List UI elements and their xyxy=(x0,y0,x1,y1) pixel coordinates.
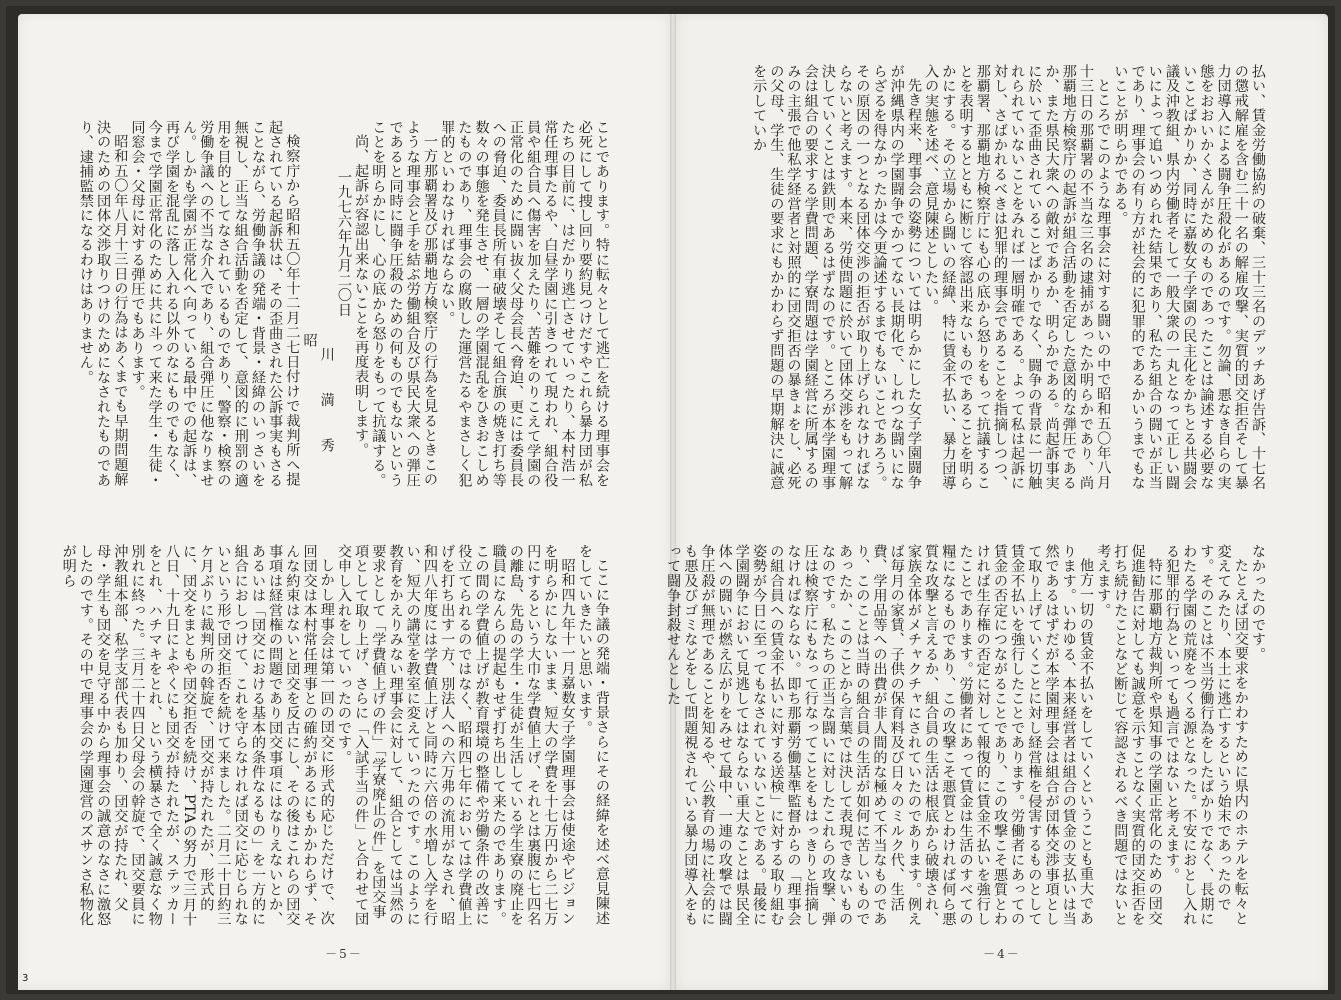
left-page xyxy=(18,14,670,990)
paragraph: ことであります。特に転々として逃亡を続ける理事会を必死にして捜し回り要約見つけだすやこれら暴力団が私たちの目前に、はだかり逃亡させていったり、本村浩一常任理事たるや、白昼学園に引きつれて現われ、組合役員や組合員へ傷害を加えたり、苦難をのりこえて学園の正常化のために闘い抜く父母会長へ脅迫、更には委員長への脅迫、委員長所有車破壊そして組合旗の焼き打ち等数々の事態を発生させ、一層の学園混乱をひきおこしめたものであり、理事会の腐敗した運営たるやまさしく犯罪的といわなければならない。 xyxy=(439,120,610,488)
paragraph: 先き程来、理事会の姿勢については明らかにした女子学園闘争が沖縄県内の学園闘争でかつてない長期化で、しれつな闘いにならざるを得なかったかは今更論述するまでもないことであろう。その原因の一つとなる団体交渉の拒否が取り上げられなければならないと考えます。本来、労使問題に於いて団体交渉をもって解決していくことは鉄則であるはずなのです。ところが本学園理事会は組合の要求する学費問題、学寮問題は学園経営に所属するのみの主張で他私学経営者と対照的に団交拒否の暴きょをし、必死の父母、学生、生徒の要求にもかかわらず問題の早期解決に誠意を示していか xyxy=(751,64,922,491)
paragraph: ところでこのような理事会に対する闘いの中で昭和五〇年八月十三日の那覇署の不当な三名の逮捕があったか明らかであり、尚那覇地方検察庁の起訴が組合活動を否定した意図的な弾圧であるか、また県民大衆への敵対であるか、明らかである。尚起訴事実に於いて歪曲されていることばかりでなく、闘争の背景に一切触れられていないことをみれば一層明確である。よって私は起訴に対し、さばかれるべきは犯罪的理事会であることを指摘しつつ、那覇署、那覇地方検察庁にも心の底から怒りをもって抗議することを表明するとともに断じて容認出来ないものであることを明らかにする。その立場から闘いの経緯、特に賃金不払い、暴力団導入の実態を述べ、意見陳述としたい。 xyxy=(923,64,1112,491)
paragraph: 尚、起訴が容認出来ないことを再度表明します。 xyxy=(353,134,370,458)
paragraph: 昭和五〇年八月十三日の行為はあくまでも早期問題解決のための団体交渉取りつけのためになされたものであり、逮捕監禁になるわけはありません。 xyxy=(77,120,129,488)
paragraph: 一方那覇署及び那覇地方検察庁の行為を見るときこのような理事会と手を結ぶ労働組合及び県民大衆への弾圧であると同時に闘争圧殺のための何ものでもないということを明らかにし、心の底から怒りをもって抗議する。 xyxy=(370,120,438,488)
left-page-lower-text xyxy=(60,544,610,929)
paragraph: 検察庁から昭和五〇年十二月二七日付けで裁判所へ提起されている起訴状は、その歪曲された公訴事実もさることながら、労働争議の発端・背景・経緯のいっさいを無視し、正当な組合活動を否定して、意図的に刑罰の適用を目的としてなされているものであり、警察・検察の労働争議への不当な介入であり、組合弾圧に他なりません。しかも学園が正常化へ向っている最中での起訴は、再び学園を混乱に落し入れる以外のなにものでもなく、今まで学園正常化のために共に斗って来た学生・生徒・同窓会・父母に対する弾圧でもあります。 xyxy=(129,120,301,488)
page-number: －5－ xyxy=(325,947,363,961)
booklet-spread xyxy=(6,6,1335,994)
page-number: －4－ xyxy=(983,947,1021,961)
paragraph: たとえば団交要求をかわすために県内のホテルを転々と変えてみたり、本土に逃亡するという始末であったのです。そのことは不当労働行為をしたばかりでなく、長期にわたる学園の荒廃をつくる源となった。不安におとし入れる犯罪的行為といっても過言ではないと考えます。 xyxy=(1163,544,1249,927)
author-name: 川満秀昭 xyxy=(301,333,335,484)
paragraph: 払い、賃金労働協約の破棄、三十三名のデッチあげ告訴、十七名の懲戒解雇を含む二十一名の解雇攻撃、実質的団交拒否そして暴力団導入による闘争圧殺化があるのです。勿論、悪なき自らの実態をおおいかくさんがためのものであったことは論述する必要ないことばかりか、同時に嘉数女子学園の民主化をかちとる共闘会議及沖教組、県内労働者そして一般大衆の一丸となって正しい闘いによって追いつめられた結果であり、私たち組合の闘いが正当であり、理事会の有り方が社会的に犯罪的であるかいうまでもないことが明らかである。 xyxy=(1112,64,1266,491)
paragraph: しかし理事会は第一回の団交に形式的応じただけで、次回団交は本村常任理事との確約があるにもかかわらず、そんな約束はないと団交を反古にし、その後はこれらの団交事項は経営権の問題であり団交事項にはなりえないとか、あるいは「団交における基本的条件なるもの」を一方的に組合におしつけて、これを守らなければ団交に応じられないという形で団交拒否を続けて来ました。二月二十日約三ケ月ぶりに裁判所の斡旋で、団交が持たれたが、形式的に、団交をまともや団交拒否を続け、PTAの努力で三月十八日、十九日によやくにも団交が持たれたが、ステッカーをとれ、ハチマキをとれ、という横暴さで全く誠意なく物別れに終った。三月二十四日父母会の幹旋で、団交要員に沖教組本部、私学支部代表も加わり、団交が持たれ、父母・学生も団交を見守る中から理事会の誠意のなさに激怒したのです。その中で理事会の学園運営のズサンさ私物化が明ら xyxy=(60,544,335,927)
document-date: 一九七六年九月二〇日 xyxy=(335,169,352,317)
paragraph: ここに争議の発端・背景さらにその経緯を述べ意見陳述をしていきたいと思います。 xyxy=(576,544,610,926)
paragraph: 昭和四九年十一月嘉数女子学園理事会は使途やビジョンを明らかにしないまま、短大の学費を十七万円から二七万円にするという大巾な学費値上げ、それとは裏腹に七四名の離島、先島の学生・生徒が生活している学生寮の廃止を職員になんらの提起もせず打ち出して来たのであります。この間の学費値上げが教育環境の整備や労働条件の改善に役立てられるのではなく、昭和四七年においては学費値上げを打ち出す一方、別法人への六万弗の流用がなされ、昭和四八年度には学費値上げと同時に六倍の水増し入学を行い、短大の講堂を教室に変えていったのです。このように教育をかえりみない理事会に対して、組合としては当然の要求として「学費値上げの件」「学寮廃止の件」を団交事項として取り上げ、さらに「入試手当の件」と合わせて団交申し入れをしていったのです。 xyxy=(335,544,576,927)
corner-mark: 3 xyxy=(22,973,29,984)
left-page-upper-text xyxy=(77,120,610,496)
paragraph: なかったのです。 xyxy=(1250,544,1266,662)
right-page xyxy=(665,14,1328,990)
right-page-upper-text xyxy=(706,64,1266,502)
paragraph: 他方一切の賃金不払いをしていくということも重大であります。いわゆる、本来経営者は組合の賃金の支払いは当然であるはずだが本学園理事会は組合が団体交渉事項として取り上げていくことに対し経営権を侵害するものとして賃金不払いを強行したことであります。労働者にあっての賃金の否定につながることであり、この攻撃こそ悪質とわければ生存権の否定に対して報復的に賃金不払いを強行したことであります。労働者にあって賃金は生活のすべての糧になるものであり、この攻撃こそ悪質とわければ何ら悪質な攻撃と言えるか、組合員の生活は根底から破壊され、家族全体がメチャクチャにされていたのであります。例えば毎月の家賃、子供の保育料及び日々のミルク代、生活費、学用品等への出費が非人間的な極めて不当なものであり、このことは当時の組合員の生活が如何に苦しいものであったか、このことから言葉では決して表現できないものなのです。私たちの正当な闘いに対したこれらの攻撃、弾圧は検察庁にもなって行なってことをもはっきりと指摘しなければならない。即ち那覇労働基準監督からの「理事会の組合員への賃金不払いに対する送検」に対する取り組む姿勢が今日に至ってもなされていないことである。最後に学園闘争において見逃してはならない重大なことは県民全体への闘いが燃え広がりをみせて最中、一連の攻撃では闘争圧殺が無理であることを知るや、公教育の場に社会的にも悪及びゴミなどをして問題視されている暴力団導入をもって闘争封殺せんとした xyxy=(665,544,1094,927)
paragraph: 特に那覇地方裁判所や県知事の学園正常化のための団交促進勧告に対しても誠意を示すことなく実質的団交拒否を打ち続けたことなど断じて容認されるべき問題ではないと考えます。 xyxy=(1095,544,1163,927)
right-page-lower-text xyxy=(665,544,1266,929)
